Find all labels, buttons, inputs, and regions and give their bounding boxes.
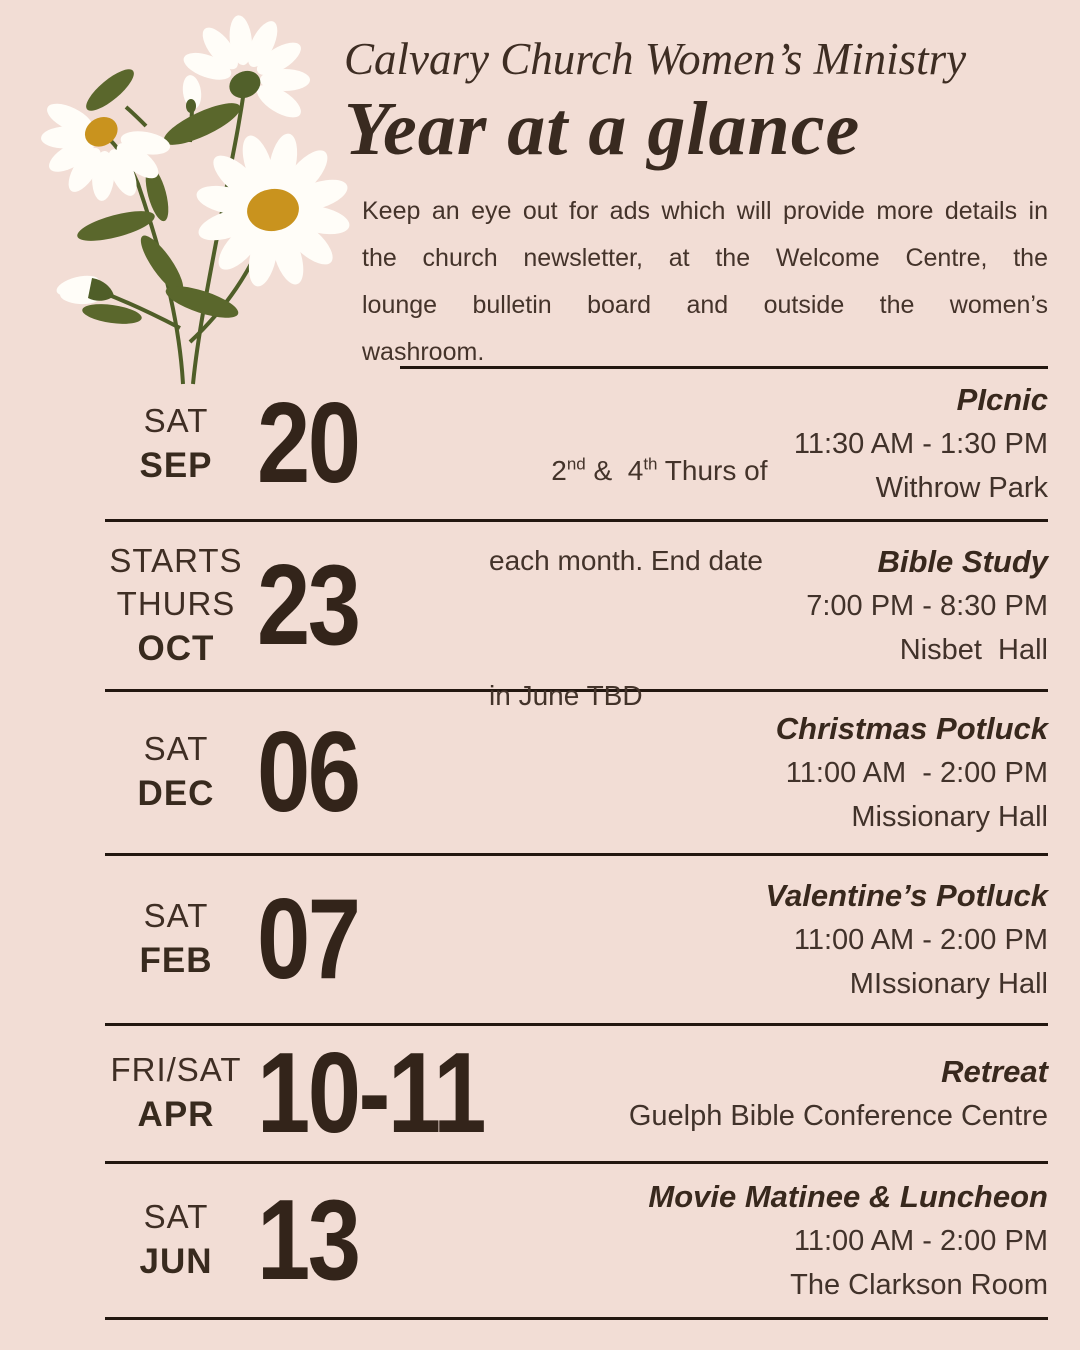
description-line: Keep an eye out for ads which will provide more details in [362,197,1048,225]
flower-bud-top [181,74,204,113]
event-title: Bible Study [877,543,1048,579]
day-block [105,400,247,488]
schedule [105,369,1048,1320]
page-title: Year at a glance [344,87,861,171]
event-location: Withrow Park [875,472,1048,504]
brand-title: Calvary Church Women’s Ministry [344,34,967,84]
big-daisy [180,117,355,302]
note-line: each month. End date [489,545,763,576]
day-block [105,1196,247,1284]
event-location: MIssionary Hall [849,967,1048,1000]
date-number: 20 [257,380,359,507]
date-block [257,1176,489,1304]
date-block [257,541,489,669]
day-label: SAT [143,730,209,768]
description-line: the church newsletter, at the Welcome Centre, the [362,244,1048,272]
event-title: Retreat [941,1053,1048,1089]
event-title: Valentine’s Potluck [765,877,1048,913]
event-details [806,540,1048,672]
date-block [257,1029,489,1157]
date-block [257,380,489,507]
date-number: 13 [257,1176,359,1304]
day-block [105,895,247,983]
day-label: FRI/SAT [110,1051,242,1089]
date-block [257,708,489,836]
event-details [776,707,1048,839]
day-label: SAT [143,401,209,439]
event-row-valentines-potluck [105,856,1048,1026]
event-time: 11:30 AM - 1:30 PM [793,428,1048,460]
day-block [105,1049,247,1137]
note-line: in June TBD [489,680,643,711]
event-time: 11:00 AM - 2:00 PM [793,1224,1048,1257]
event-location: Guelph Bible Conference Centre [628,1099,1048,1132]
date-number: 07 [257,875,359,1003]
event-details [648,1175,1048,1307]
description-line: lounge bulletin board and outside the women’s [362,291,1048,319]
note-text: 2 [551,455,567,486]
flower-bud-left [54,272,114,305]
month-label: OCT [137,628,215,668]
top-daisy [180,14,310,124]
event-row-retreat [105,1026,1048,1164]
day-block [105,728,247,816]
day-label: STARTS [109,541,243,579]
month-label: SEP [139,445,213,485]
note-superscript: th [643,454,658,474]
event-location: Nisbet Hall [899,633,1048,666]
date-number: 06 [257,708,359,836]
event-time: 7:00 PM - 8:30 PM [806,589,1048,622]
date-block [257,875,489,1003]
note-text: Thurs of [657,455,768,486]
event-details [629,1050,1048,1138]
daisy-bouquet-illustration [40,12,355,392]
event-title: Christmas Potluck [775,710,1048,746]
month-label: APR [137,1095,215,1135]
page-description [362,188,1048,376]
event-time: 11:00 AM - 2:00 PM [785,756,1048,789]
description-line: washroom. [362,338,485,366]
event-details [794,378,1048,510]
event-location: The Clarkson Room [790,1268,1048,1301]
event-location: Missionary Hall [851,800,1048,833]
event-row-movie-matinee [105,1164,1048,1320]
day-label: SAT [143,1198,209,1236]
day-label: THURS [116,584,236,622]
month-label: DEC [137,774,215,814]
event-title: Movie Matinee & Luncheon [648,1178,1048,1214]
event-title: PIcnic [956,382,1048,417]
event-time: 11:00 AM - 2:00 PM [793,923,1048,956]
day-block [105,540,247,671]
date-number: 10-11 [257,1029,485,1157]
schedule-note [489,403,781,808]
month-label: JUN [139,1242,213,1282]
event-details [765,874,1048,1006]
note-text: & 4 [585,455,644,486]
month-label: FEB [139,941,213,981]
note-superscript: nd [566,454,586,474]
day-label: SAT [143,897,209,935]
date-number: 23 [257,541,359,669]
